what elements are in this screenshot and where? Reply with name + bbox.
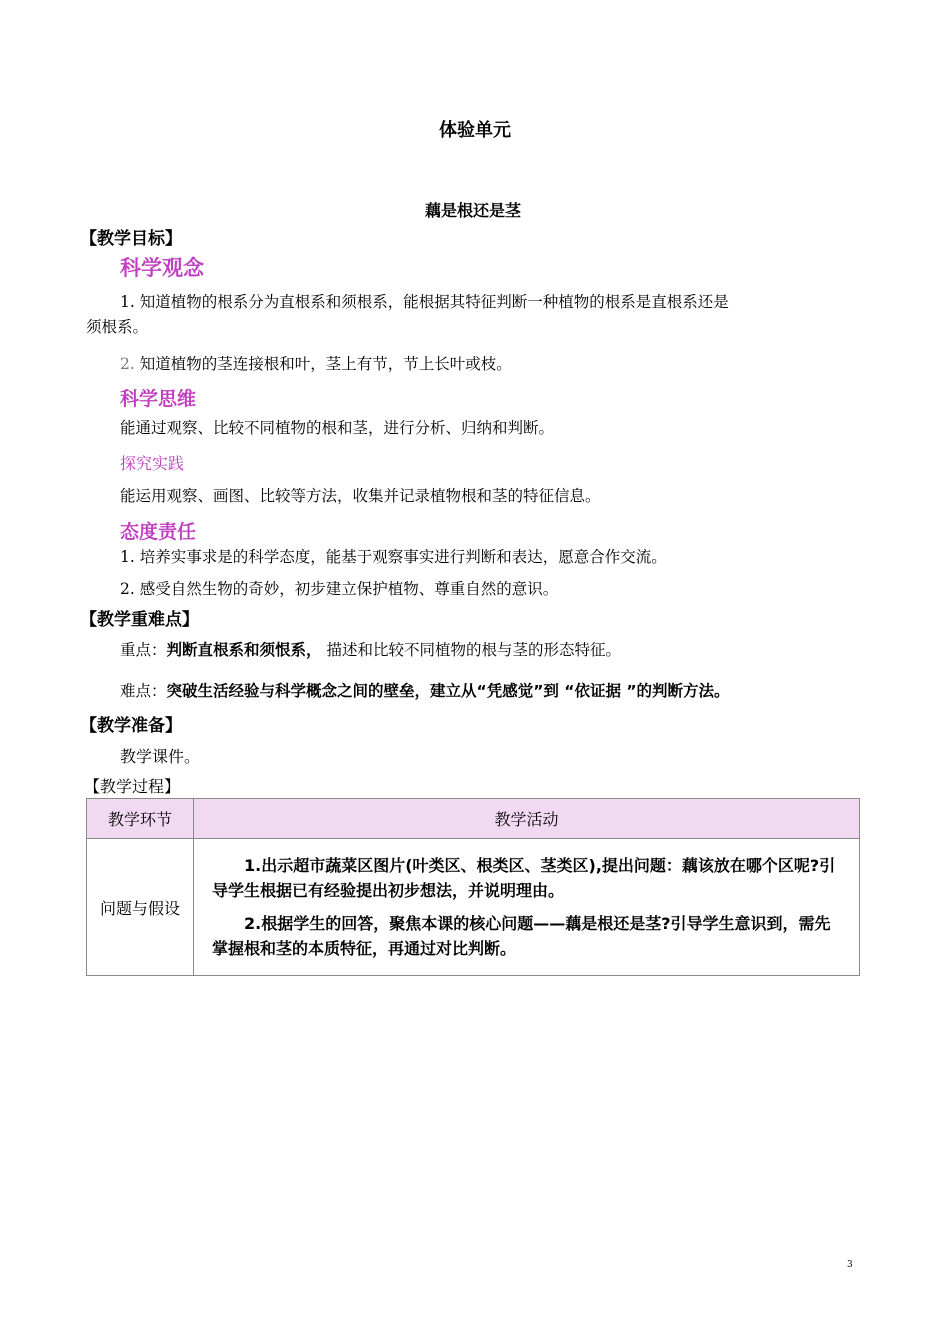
activity-paragraph-1: 1.出示超市蔬菜区图片(叶类区、根类区、茎类区),提出问题：藕该放在哪个区呢?引导学生根据已有经验提出初步想法，并说明理由。 <box>212 856 836 900</box>
table-row <box>87 839 860 976</box>
page-number: 3 <box>847 1260 853 1270</box>
concept-item2 <box>120 352 512 374</box>
practice-text: 能运用观察、画图、比较等方法，收集并记录植物根和茎的特征信息。 <box>120 487 601 505</box>
lesson-title: 藕是根还是茎 <box>424 201 521 220</box>
concept-item2-text: 知道植物的茎连接根和叶，茎上有节，节上长叶或枝。 <box>139 355 512 373</box>
key-point-bold: 判断直根系和须恨系， <box>166 641 322 659</box>
difficulty-label: 难点： <box>120 682 167 700</box>
concept-item1-line2: 须根系。 <box>86 318 149 336</box>
attitude-title: 态度责任 <box>120 521 197 543</box>
column-header-stage: 教学环节 <box>87 799 194 839</box>
difficulty-bold: 突破生活经验与科学概念之间的壁垒，建立从“凭感觉”到 “依证据 ”的判断方法。 <box>166 682 730 700</box>
concept-item1-line1: 1. 知道植物的根系分为直根系和须根系，能根据其特征判断一种植物的根系是直根系还是 <box>120 293 729 311</box>
column-header-activity: 教学活动 <box>194 799 860 839</box>
concept-title: 科学观念 <box>120 256 204 280</box>
activity-paragraph-2: 2.根据学生的回答，聚焦本课的核心问题——藕是根还是茎?引导学生意识到，需先掌握根和茎的本质特征，再通过对比判断。 <box>212 914 831 958</box>
difficulty-line <box>120 679 730 701</box>
activity-cell <box>194 839 860 976</box>
key-point-label: 重点： <box>120 641 167 659</box>
attitude-item2: 2. 感受自然生物的奇妙，初步建立保护植物、尊重自然的意识。 <box>120 580 559 598</box>
key-points-header: 【教学重难点】 <box>80 610 199 630</box>
goals-header: 【教学目标】 <box>80 229 182 249</box>
key-point-line <box>120 638 621 660</box>
process-header: 【教学过程】 <box>84 777 181 796</box>
process-table-header-row <box>87 799 860 839</box>
unit-title: 体验单元 <box>439 120 511 141</box>
prep-header: 【教学准备】 <box>80 716 182 736</box>
prep-text: 教学课件。 <box>120 747 201 766</box>
process-table <box>86 798 860 976</box>
concept-item2-number: 2. <box>120 355 135 373</box>
thinking-title: 科学思维 <box>120 388 197 410</box>
thinking-text: 能通过观察、比较不同植物的根和茎，进行分析、归纳和判断。 <box>120 419 555 437</box>
key-point-rest: 描述和比较不同植物的根与茎的形态特征。 <box>321 641 621 659</box>
attitude-item1: 1. 培养实事求是的科学态度，能基于观察事实进行判断和表达，愿意合作交流。 <box>120 548 667 566</box>
practice-title: 探究实践 <box>120 454 185 473</box>
stage-cell: 问题与假设 <box>87 839 194 976</box>
